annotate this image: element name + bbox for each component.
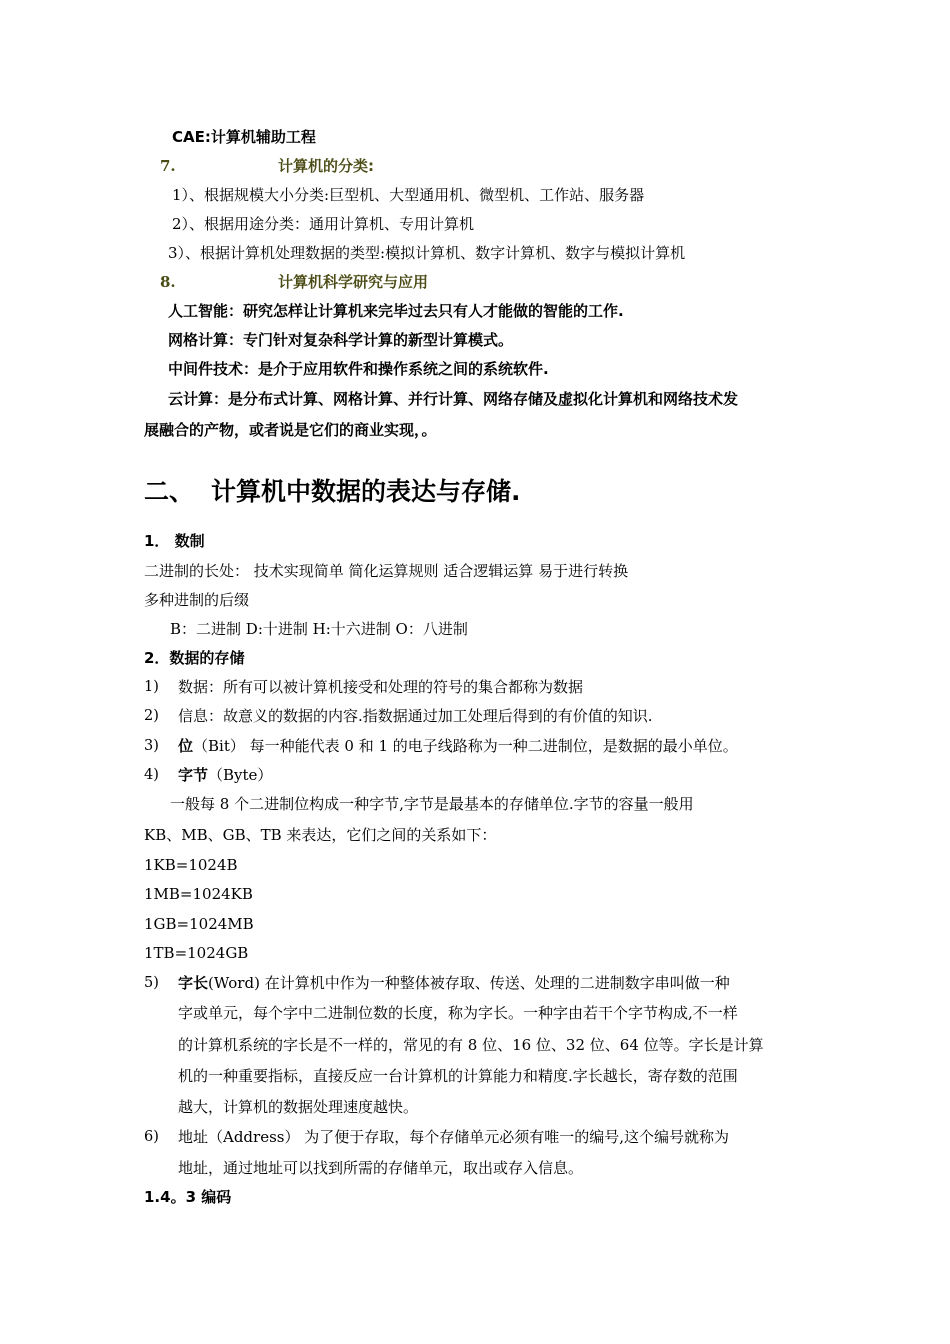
subheading-number-system: 1． 数制 <box>144 532 205 550</box>
address-line2: 地址，通过地址可以找到所需的存储单元，取出或存入信息。 <box>178 1159 584 1177</box>
word-line1-text: (Word) 在计算机中作为一种整体被存取、传送、处理的二进制数字串叫做一种 <box>208 974 730 992</box>
middleware-definition: 中间件技术：是介于应用软件和操作系统之间的系统软件. <box>168 360 549 378</box>
classification-purpose: 2）、根据用途分类：通用计算机、专用计算机 <box>172 215 475 233</box>
word-length-line1 <box>178 973 730 993</box>
information-definition: 信息：故意义的数据的内容.指数据通过加工处理后得到的有价值的知识. <box>178 707 653 725</box>
list-number-5: 5) <box>144 975 159 991</box>
cloud-definition-line2: 展融合的产物，或者说是它们的商业实现，。 <box>144 421 437 439</box>
cae-line: CAE:计算机辅助工程 <box>172 128 316 146</box>
list-number-6: 6) <box>144 1129 159 1145</box>
subheading-encoding: 1.4。3 编码 <box>144 1188 232 1206</box>
list-number-3: 3) <box>144 738 159 754</box>
classification-data-type: 3）、根据计算机处理数据的类型:模拟计算机、数字计算机、数字与模拟计算机 <box>168 244 686 262</box>
subheading-data-storage: 2．数据的存储 <box>144 649 245 667</box>
classification-scale: 1）、根据规模大小分类:巨型机、大型通用机、微型机、工作站、服务器 <box>172 186 645 204</box>
list-number-4: 4) <box>144 767 159 783</box>
suffix-list: B：二进制 D:十进制 H:十六进制 O：八进制 <box>170 620 468 638</box>
ai-definition: 人工智能：研究怎样让计算机来完毕过去只有人才能做的智能的工作. <box>168 302 624 320</box>
byte-paragraph-line2: KB、MB、GB、TB 来表达，它们之间的关系如下： <box>144 826 497 844</box>
bit-definition <box>178 736 738 756</box>
data-definition: 数据：所有可以被计算机接受和处理的符号的集合都称为数据 <box>178 678 584 696</box>
word-length-line3: 的计算机系统的字长是不一样的，常见的有 8 位、16 位、32 位、64 位等。字长是计算 <box>178 1036 764 1054</box>
word-length-line5: 越大，计算机的数据处理速度越快。 <box>178 1098 419 1116</box>
item-7-title: 计算机的分类: <box>278 157 374 175</box>
section-2-number: 二、 <box>144 477 195 506</box>
cloud-definition-line1: 云计算：是分布式计算、网格计算、并行计算、网络存储及虚拟化计算机和网络技术发 <box>168 390 739 408</box>
byte-term: 字节 <box>178 766 209 784</box>
gb-relation: 1GB=1024MB <box>144 915 254 933</box>
section-2-heading: 计算机中数据的表达与存储. <box>211 477 521 506</box>
mb-relation: 1MB=1024KB <box>144 885 253 903</box>
byte-paragraph-line1: 一般每 8 个二进制位构成一种字节,字节是最基本的存储单位.字节的容量一般用 <box>170 795 694 813</box>
item-7-number: 7. <box>160 157 176 175</box>
word-length-line2: 字或单元，每个字中二进制位数的长度，称为字长。一种字由若干个字节构成,不一样 <box>178 1004 738 1022</box>
suffix-title: 多种进制的后缀 <box>144 591 250 609</box>
byte-english: （Byte） <box>208 766 273 784</box>
byte-heading <box>178 765 272 785</box>
binary-advantages: 二进制的长处： 技术实现简单 简化运算规则 适合逻辑运算 易于进行转换 <box>144 562 629 580</box>
kb-relation: 1KB=1024B <box>144 856 238 874</box>
word-term: 字长 <box>178 974 209 992</box>
list-number-1: 1) <box>144 679 159 695</box>
bit-description: （Bit） 每一种能代表 0 和 1 的电子线路称为一种二进制位，是数据的最小单位。 <box>193 737 738 755</box>
item-8-number: 8. <box>160 273 176 291</box>
item-8-title: 计算机科学研究与应用 <box>278 273 429 291</box>
bit-term: 位 <box>178 737 194 755</box>
word-length-line4: 机的一种重要指标，直接反应一台计算机的计算能力和精度.字长越长，寄存数的范围 <box>178 1067 738 1085</box>
grid-computing-definition: 网格计算：专门针对复杂科学计算的新型计算模式。 <box>168 331 514 349</box>
address-line1: 地址（Address） 为了便于存取，每个存储单元必须有唯一的编号,这个编号就称为 <box>178 1128 730 1146</box>
tb-relation: 1TB=1024GB <box>144 944 249 962</box>
list-number-2: 2) <box>144 708 159 724</box>
